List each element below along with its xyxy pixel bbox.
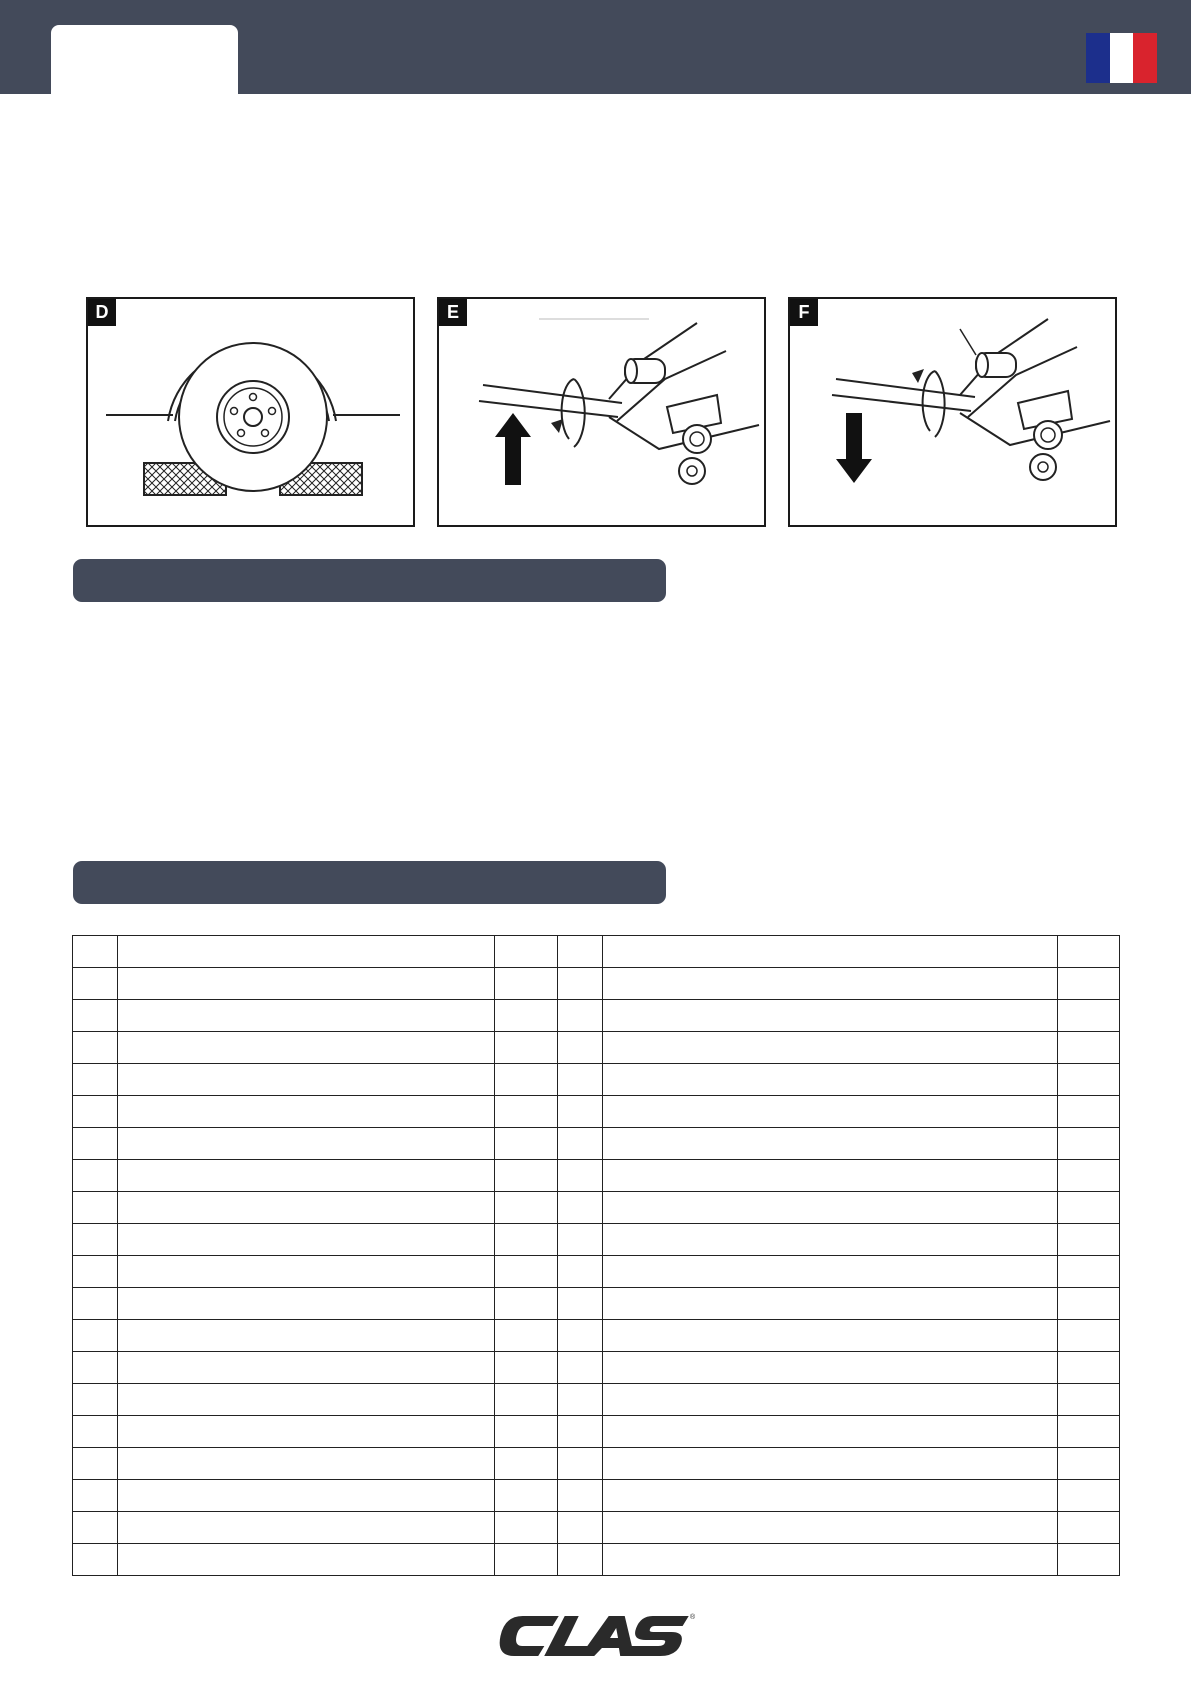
flag-red-stripe: [1133, 33, 1157, 83]
table-cell: [1058, 1544, 1120, 1576]
table-cell: [73, 1288, 118, 1320]
table-cell: [73, 1416, 118, 1448]
table-cell: [73, 1320, 118, 1352]
table-cell: [118, 936, 495, 968]
section-heading-bar: [73, 559, 666, 602]
table-cell: [495, 1256, 558, 1288]
wheel-chock-illustration: [88, 299, 413, 525]
table-cell: [1058, 1416, 1120, 1448]
table-cell: [495, 968, 558, 1000]
table-cell: [603, 968, 1058, 1000]
table-cell: [118, 968, 495, 1000]
table-row: [73, 1000, 1120, 1032]
table-cell: [603, 1352, 1058, 1384]
table-cell: [495, 1224, 558, 1256]
table-cell: [1058, 1224, 1120, 1256]
table-cell: [603, 1480, 1058, 1512]
table-cell: [558, 1000, 603, 1032]
table-cell: [73, 1224, 118, 1256]
table-row: [73, 1032, 1120, 1064]
table-row: [73, 1288, 1120, 1320]
flag-blue-stripe: [1086, 33, 1110, 83]
table-cell: [118, 1384, 495, 1416]
table-cell: [495, 1384, 558, 1416]
table-cell: [603, 1224, 1058, 1256]
table-cell: [495, 1544, 558, 1576]
table-cell: [558, 1096, 603, 1128]
table-cell: [73, 1096, 118, 1128]
figure-e-panel: [437, 297, 766, 527]
table-cell: [1058, 1288, 1120, 1320]
parts-table: [72, 935, 1120, 1576]
table-cell: [1058, 1256, 1120, 1288]
table-cell: [73, 936, 118, 968]
table-cell: [118, 1288, 495, 1320]
table-cell: [603, 1160, 1058, 1192]
table-cell: [118, 1320, 495, 1352]
table-cell: [558, 1160, 603, 1192]
table-cell: [73, 1032, 118, 1064]
table-row: [73, 968, 1120, 1000]
table-cell: [1058, 1192, 1120, 1224]
table-cell: [558, 1224, 603, 1256]
table-cell: [118, 1032, 495, 1064]
table-cell: [558, 1384, 603, 1416]
table-cell: [558, 1128, 603, 1160]
table-cell: [495, 1032, 558, 1064]
table-cell: [1058, 1064, 1120, 1096]
table-cell: [118, 1512, 495, 1544]
header-tab: [51, 25, 238, 94]
table-cell: [558, 1192, 603, 1224]
table-row: [73, 1160, 1120, 1192]
table-cell: [495, 1480, 558, 1512]
table-cell: [495, 1288, 558, 1320]
table-cell: [73, 1352, 118, 1384]
table-cell: [603, 1256, 1058, 1288]
table-cell: [118, 1160, 495, 1192]
table-cell: [73, 968, 118, 1000]
table-cell: [495, 1192, 558, 1224]
figure-d-panel: [86, 297, 415, 527]
figure-label: E: [439, 299, 467, 326]
table-cell: [118, 1128, 495, 1160]
table-row: [73, 1384, 1120, 1416]
table-cell: [558, 1416, 603, 1448]
table-row: [73, 1096, 1120, 1128]
table-cell: [118, 1448, 495, 1480]
table-cell: [1058, 1512, 1120, 1544]
svg-text:®: ®: [690, 1614, 696, 1621]
table-cell: [603, 1000, 1058, 1032]
table-row: [73, 1480, 1120, 1512]
table-cell: [118, 1480, 495, 1512]
table-cell: [495, 1000, 558, 1032]
table-cell: [1058, 1096, 1120, 1128]
table-cell: [118, 1544, 495, 1576]
table-cell: [558, 1256, 603, 1288]
table-cell: [558, 1032, 603, 1064]
table-cell: [558, 1512, 603, 1544]
table-row: [73, 1512, 1120, 1544]
table-cell: [495, 1352, 558, 1384]
table-cell: [603, 1416, 1058, 1448]
table-cell: [603, 1288, 1058, 1320]
table-cell: [1058, 1352, 1120, 1384]
table-cell: [73, 1064, 118, 1096]
table-cell: [73, 1160, 118, 1192]
french-flag-icon: [1086, 33, 1157, 83]
table-cell: [495, 1096, 558, 1128]
table-cell: [495, 1416, 558, 1448]
clas-logo: [494, 1610, 696, 1662]
table-cell: [603, 1096, 1058, 1128]
table-cell: [603, 1064, 1058, 1096]
table-cell: [603, 1512, 1058, 1544]
table-row: [73, 1224, 1120, 1256]
parts-table-body: [73, 936, 1120, 1576]
table-cell: [495, 1160, 558, 1192]
jack-handle-lower-illustration: [790, 299, 1115, 525]
table-cell: [73, 1480, 118, 1512]
table-cell: [558, 1480, 603, 1512]
table-cell: [495, 1448, 558, 1480]
table-cell: [603, 1384, 1058, 1416]
table-cell: [118, 1224, 495, 1256]
table-cell: [603, 1544, 1058, 1576]
figure-label: D: [88, 299, 116, 326]
jack-handle-raise-illustration: [439, 299, 764, 525]
table-cell: [603, 1448, 1058, 1480]
table-cell: [1058, 936, 1120, 968]
table-cell: [603, 936, 1058, 968]
table-cell: [73, 1256, 118, 1288]
figure-label: F: [790, 299, 818, 326]
table-cell: [603, 1032, 1058, 1064]
table-cell: [558, 1352, 603, 1384]
table-cell: [558, 1448, 603, 1480]
table-cell: [1058, 968, 1120, 1000]
table-cell: [73, 1128, 118, 1160]
table-cell: [1058, 1000, 1120, 1032]
table-cell: [1058, 1160, 1120, 1192]
table-row: [73, 1064, 1120, 1096]
table-cell: [495, 1320, 558, 1352]
table-row: [73, 1320, 1120, 1352]
table-cell: [1058, 1320, 1120, 1352]
table-cell: [558, 1288, 603, 1320]
table-cell: [1058, 1448, 1120, 1480]
table-cell: [73, 1448, 118, 1480]
table-cell: [1058, 1480, 1120, 1512]
table-cell: [118, 1064, 495, 1096]
table-row: [73, 936, 1120, 968]
table-cell: [118, 1000, 495, 1032]
table-cell: [558, 1544, 603, 1576]
table-cell: [558, 936, 603, 968]
table-cell: [1058, 1128, 1120, 1160]
table-cell: [73, 1544, 118, 1576]
table-cell: [118, 1352, 495, 1384]
table-cell: [558, 968, 603, 1000]
table-row: [73, 1192, 1120, 1224]
table-cell: [495, 1128, 558, 1160]
table-cell: [73, 1000, 118, 1032]
table-cell: [73, 1192, 118, 1224]
table-cell: [558, 1064, 603, 1096]
table-cell: [73, 1384, 118, 1416]
table-cell: [603, 1192, 1058, 1224]
table-row: [73, 1448, 1120, 1480]
table-row: [73, 1416, 1120, 1448]
table-cell: [495, 936, 558, 968]
table-cell: [118, 1096, 495, 1128]
table-cell: [118, 1416, 495, 1448]
table-cell: [118, 1192, 495, 1224]
table-cell: [495, 1512, 558, 1544]
table-cell: [558, 1320, 603, 1352]
figure-f-panel: [788, 297, 1117, 527]
flag-white-stripe: [1110, 33, 1134, 83]
parts-list-heading-bar: [73, 861, 666, 904]
table-cell: [1058, 1384, 1120, 1416]
table-cell: [118, 1256, 495, 1288]
table-cell: [1058, 1032, 1120, 1064]
table-row: [73, 1256, 1120, 1288]
table-row: [73, 1352, 1120, 1384]
table-cell: [603, 1128, 1058, 1160]
table-row: [73, 1128, 1120, 1160]
table-cell: [603, 1320, 1058, 1352]
table-row: [73, 1544, 1120, 1576]
table-cell: [73, 1512, 118, 1544]
table-cell: [495, 1064, 558, 1096]
